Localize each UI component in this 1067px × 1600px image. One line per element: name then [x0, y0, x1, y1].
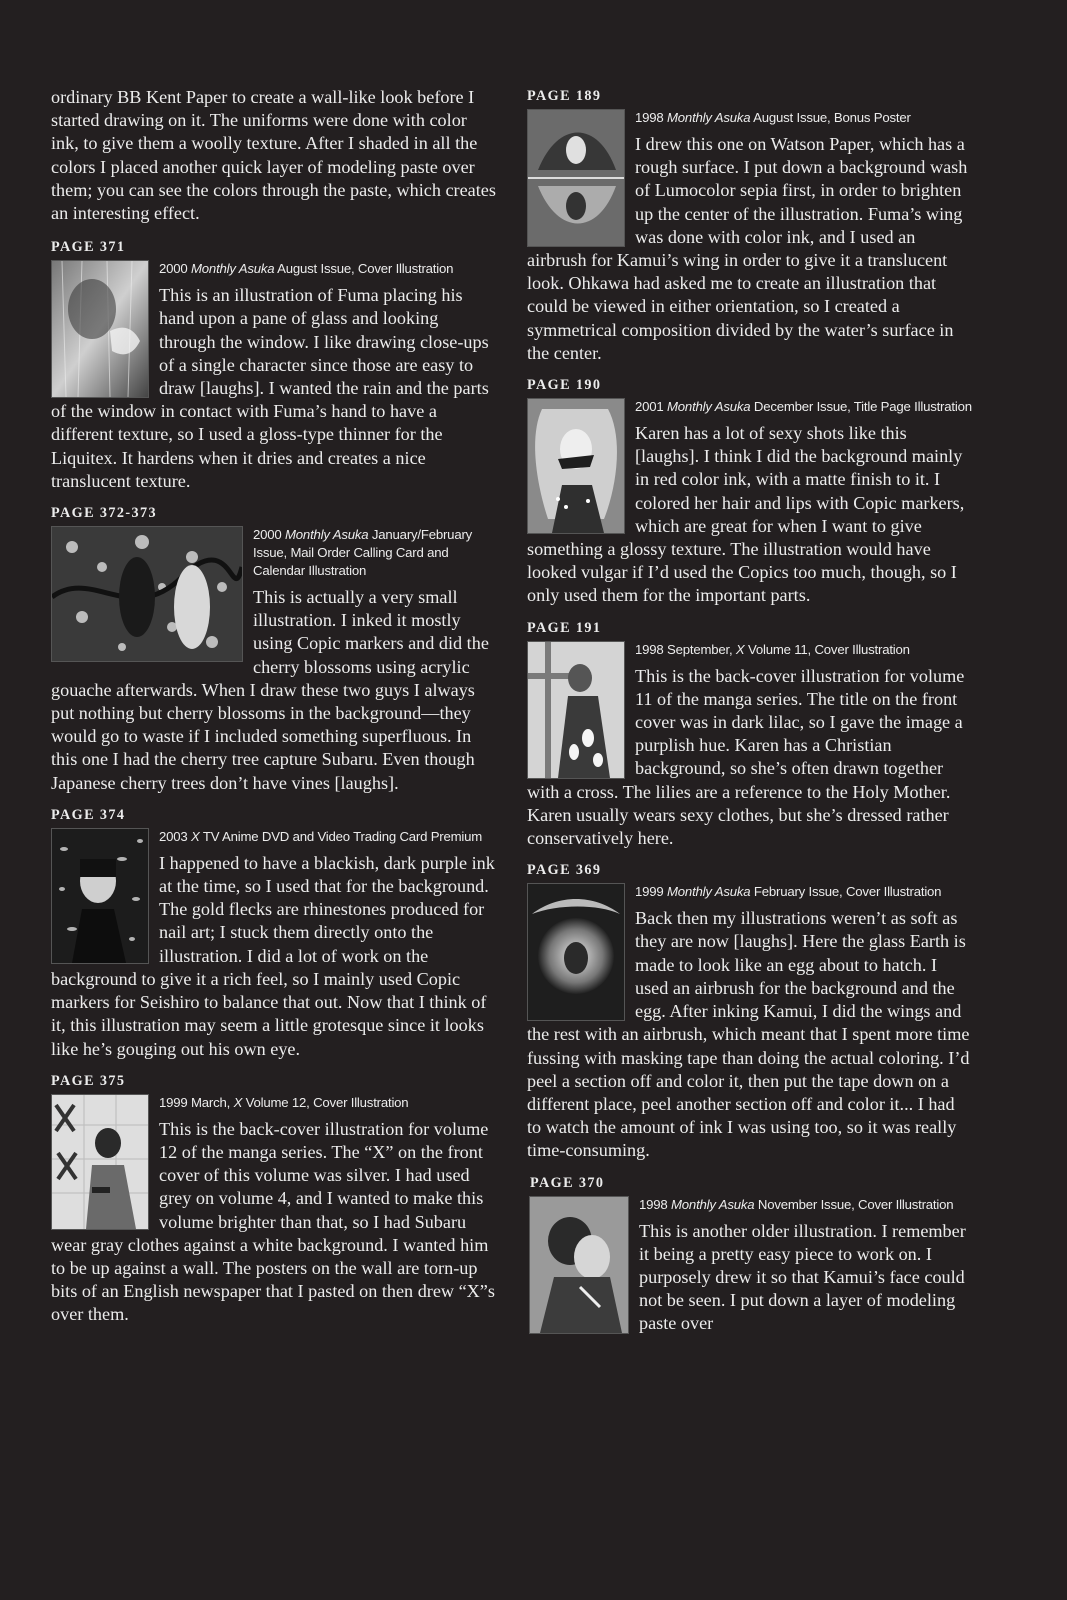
illustration-thumbnail: [527, 109, 625, 247]
illustration-caption: 1998 September, X Volume 11, Cover Illustration: [635, 641, 910, 657]
page-label: PAGE 369: [527, 862, 602, 879]
intro-paragraph: ordinary BB Kent Paper to create a wall-like look before I started drawing on it. The uniforms were done with color ink, to give them a woolly texture. After I shaded in all the colors I placed another quick layer of modeling paste over them; you can see the colors through the paste, which creates an interesting effect.: [51, 87, 496, 224]
illustration-thumbnail: [51, 828, 149, 964]
right-column: [527, 88, 972, 1336]
left-column: [51, 86, 498, 1327]
illustration-thumbnail: [527, 398, 625, 534]
entry-page-375: [51, 1073, 498, 1327]
illustration-thumbnail: [51, 1094, 149, 1230]
page-label: PAGE 372-373: [51, 505, 157, 522]
entry-text: I drew this one on Watson Paper, which has a rough surface. I put down a background wash of Lumocolor sepia first, in order to brighten up the center of the illustration. Fuma’s wing was done with color ink, and I used an airbrush for Kamui’s wing in order to give it a translucent look. Ohkawa had asked me to create an illustration that could be viewed in either orientation, so I created a symmetrical composition divided by the water’s surface in the center.: [527, 134, 968, 363]
entry-page-374: [51, 807, 498, 1061]
illustration-thumbnail: [529, 1196, 629, 1334]
entry-text: Back then my illustrations weren’t as soft as they are now [laughs]. Here the glass Earth is made to look like an egg about to hatch. I used an airbrush for the background and the egg. After inking Kamui, I did the wings and the rest with an airbrush, which meant that I spent more time fussing with masking tape than doing the actual coloring. I’d peel a section off and color it, then put the tape down on a different place, peel another section off and color it... I had to watch the amount of ink I was using too, so it was really time-consuming.: [527, 908, 970, 1161]
illustration-caption: 1998 Monthly Asuka November Issue, Cover Illustration: [639, 1196, 954, 1212]
page-label: PAGE 189: [527, 88, 602, 104]
entry-page-371: [51, 239, 498, 493]
page-label: PAGE 190: [527, 377, 602, 394]
page-label: PAGE 370: [530, 1174, 605, 1191]
illustration-caption: 2000 Monthly Asuka January/February Issue, Mail Order Calling Card and Calendar Illustration: [253, 527, 473, 579]
page-label: PAGE 375: [51, 1072, 126, 1089]
illustration-caption: 1998 Monthly Asuka August Issue, Bonus Poster: [635, 110, 911, 125]
page-label: PAGE 371: [51, 239, 126, 256]
entry-page-189: [527, 88, 972, 365]
illustration-thumbnail: [527, 883, 625, 1021]
illustration-caption: 2000 Monthly Asuka August Issue, Cover Illustration: [159, 261, 454, 277]
entry-page-372-373: [51, 505, 498, 795]
page-label: PAGE 191: [527, 619, 602, 636]
entry-text: This is the back-cover illustration for volume 12 of the manga series. The “X” on the front cover of this volume was silver. I had used grey on volume 4, and I wanted to make this volume brighter than that, so I had Subaru wear gray clothes against a white background. I wanted him to be up against a wall. The posters on the wall are torn-up bits of an English newspaper that I pasted on then drew “X”s over them.: [51, 1118, 495, 1325]
entry-text: This is another older illustration. I remember it being a pretty easy piece to work on. I purposely drew it so that Kamui’s face could not be seen. I put down a layer of modeling paste over: [639, 1220, 966, 1334]
entry-text: Karen has a lot of sexy shots like this [laughs]. I think I did the background mainly in red color ink, with a matte finish to it. I colored her hair and lips with Copic markers, which are great for when I want to give something a glossy texture. The illustration would have looked vulgar if I’d used the Copics too much, though, so I only used them for the important parts.: [527, 423, 965, 606]
illustration-thumbnail: [51, 260, 149, 398]
illustration-caption: 2003 X TV Anime DVD and Video Trading Card Premium: [159, 828, 483, 844]
illustration-caption: 2001 Monthly Asuka December Issue, Title Page Illustration: [635, 399, 972, 415]
page-label: PAGE 374: [51, 806, 126, 823]
entry-text: This is actually a very small illustration. I inked it mostly using Copic markers and did the cherry blossoms using acrylic gouache afterwards. When I draw these two guys I always put nothing but cherry blossoms in the background—they would go to waste if I included something superfluous. In this one I had the cherry tree capture Subaru. Even though Japanese cherry trees don’t have vines [laughs].: [51, 587, 489, 793]
illustration-thumbnail: [51, 526, 243, 662]
entry-page-370: [527, 1175, 972, 1336]
entry-page-190: [527, 377, 972, 608]
illustration-caption: 1999 March, X Volume 12, Cover Illustration: [159, 1094, 409, 1110]
entry-text: This is an illustration of Fuma placing his hand upon a pane of glass and looking through the window. I like drawing close-ups of a single character since those are easy to draw [laughs]. I wanted the rain and the parts of the window in contact with Fuma’s hand to have a different texture, so I used a gloss-type thinner for the Liquitex. It hardens when it dries and creates a nice translucent texture.: [51, 285, 489, 491]
entry-text: This is the back-cover illustration for volume 11 of the manga series. The title on the front cover was in dark lilac, so I gave the image a purplish hue. Karen has a Christian background, so she’s often drawn together with a cross. The lilies are a reference to the Holy Mother. Karen usually wears sexy clothes, but she’s dressed rather conservatively here.: [527, 665, 965, 849]
illustration-caption: 1999 Monthly Asuka February Issue, Cover Illustration: [635, 884, 942, 900]
entry-page-369: [527, 862, 972, 1162]
illustration-thumbnail: [527, 641, 625, 779]
entry-text: I happened to have a blackish, dark purple ink at the time, so I used that for the background. The gold flecks are rhinestones produced for nail art; I stuck them directly onto the illustration. I did a lot of work on the background to give it a rich feel, so I mainly used Copic markers for Seishiro to balance that out. Now that I think of it, this illustration may seem a little grotesque since it looks like he’s gouging out his own eye.: [51, 852, 495, 1059]
entry-page-191: [527, 620, 972, 851]
